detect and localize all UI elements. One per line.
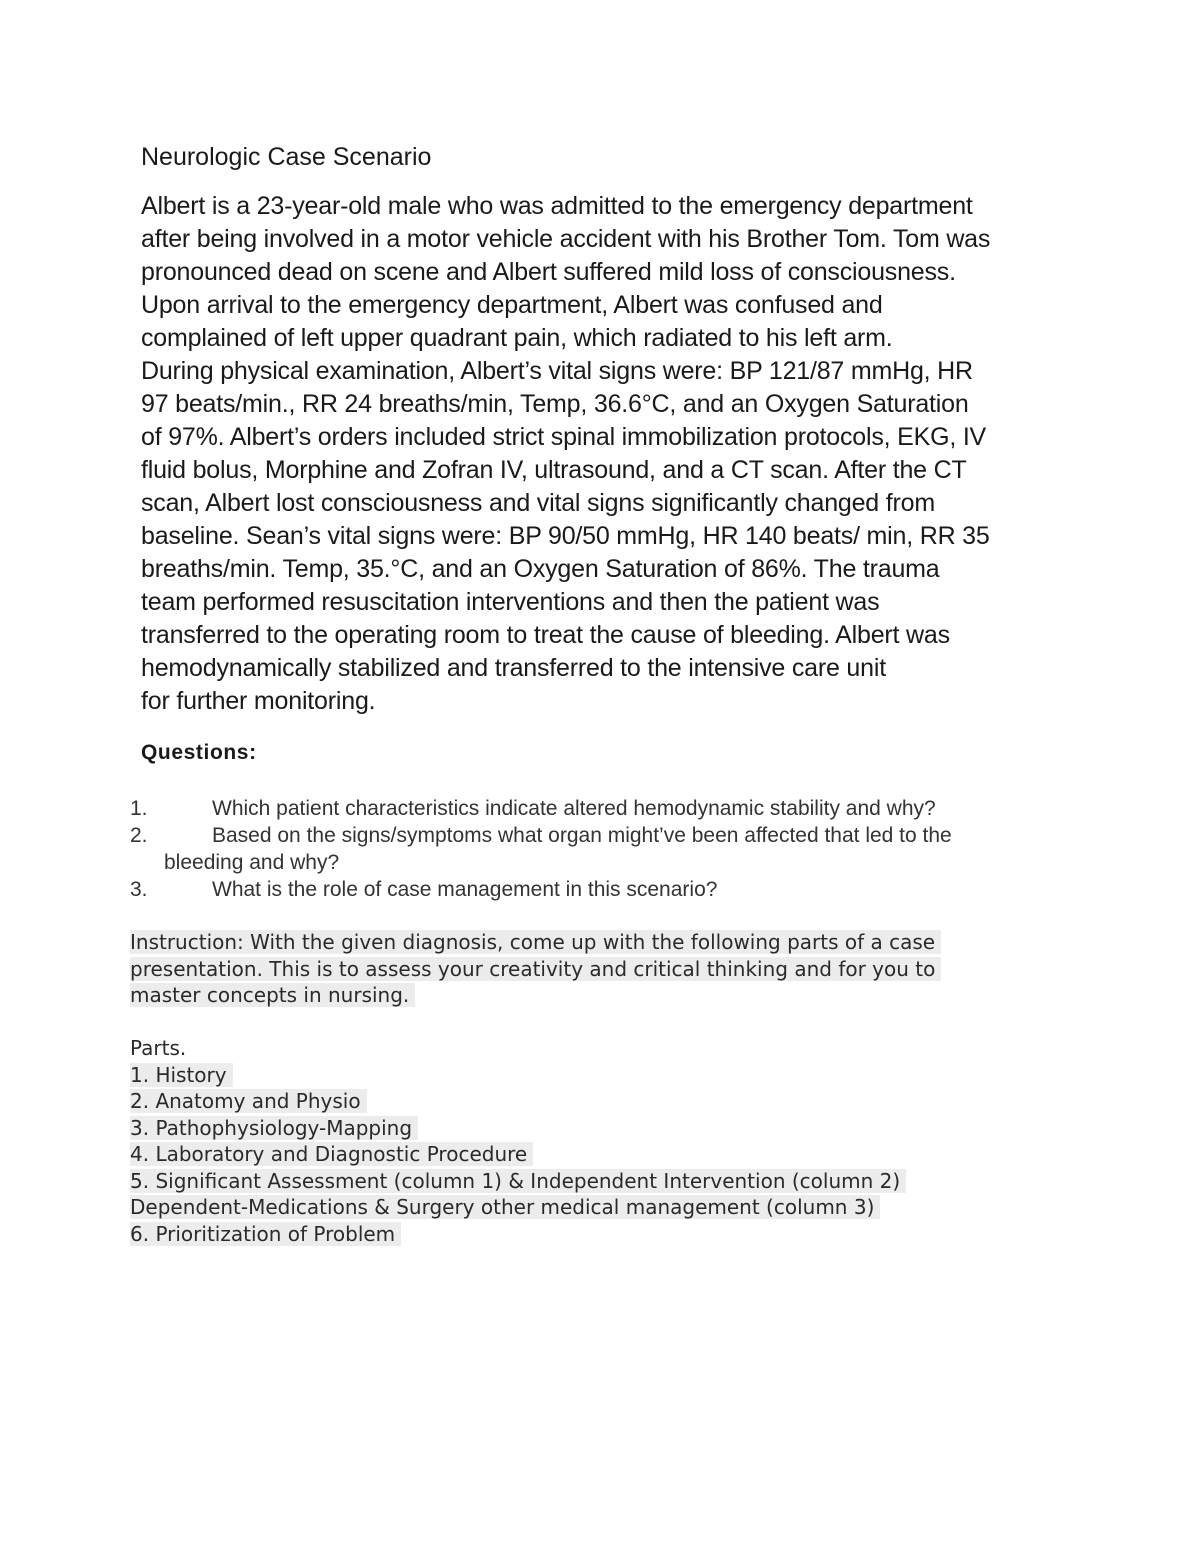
question-continuation: bleeding and why?	[164, 851, 340, 874]
question-number: 1.	[130, 797, 148, 820]
questions-list	[130, 795, 1090, 903]
parts-item: 3. Pathophysiology-Mapping	[130, 1116, 418, 1140]
narrative-line: Albert is a 23-year-old male who was admitted to the emergency department	[141, 192, 973, 220]
narrative-line: hemodynamically stabilized and transferred to the intensive care unit	[141, 654, 886, 682]
questions-heading: Questions:	[141, 741, 257, 764]
narrative-line: for further monitoring.	[141, 687, 376, 715]
question-number: 2.	[130, 824, 148, 847]
narrative-line: During physical examination, Albert’s vital signs were: BP 121/87 mmHg, HR	[141, 357, 973, 385]
parts-heading: Parts.	[130, 1036, 187, 1060]
question-number: 3.	[130, 878, 148, 901]
parts-item: 2. Anatomy and Physio	[130, 1089, 367, 1113]
narrative-line: Upon arrival to the emergency department, Albert was confused and	[141, 291, 883, 319]
question-item	[130, 822, 1090, 849]
question-item	[130, 795, 1090, 822]
narrative-line: pronounced dead on scene and Albert suffered mild loss of consciousness.	[141, 258, 956, 286]
instruction-line: presentation. This is to assess your creativity and critical thinking and for you to	[130, 957, 941, 981]
instruction-block	[130, 929, 941, 1009]
narrative-line: transferred to the operating room to treat the cause of bleeding. Albert was	[141, 621, 950, 649]
narrative-line: 97 beats/min., RR 24 breaths/min, Temp, 36.6°C, and an Oxygen Saturation	[141, 390, 969, 418]
instruction-line: Instruction: With the given diagnosis, come up with the following parts of a case	[130, 930, 941, 954]
narrative-line: team performed resuscitation interventions and then the patient was	[141, 588, 880, 616]
narrative-line: after being involved in a motor vehicle accident with his Brother Tom. Tom was	[141, 225, 991, 253]
case-narrative	[141, 190, 1101, 718]
narrative-line: of 97%. Albert’s orders included strict spinal immobilization protocols, EKG, IV	[141, 423, 987, 451]
parts-item: 5. Significant Assessment (column 1) & Independent Intervention (column 2)	[130, 1169, 906, 1193]
parts-block	[130, 1035, 906, 1247]
question-text: Which patient characteristics indicate altered hemodynamic stability and why?	[212, 797, 936, 820]
narrative-line: baseline. Sean’s vital signs were: BP 90/50 mmHg, HR 140 beats/ min, RR 35	[141, 522, 990, 550]
question-item	[130, 876, 1090, 903]
question-text: What is the role of case management in this scenario?	[212, 878, 718, 901]
question-text: Based on the signs/symptoms what organ might’ve been affected that led to the	[212, 824, 952, 847]
narrative-line: fluid bolus, Morphine and Zofran IV, ultrasound, and a CT scan. After the CT	[141, 456, 967, 484]
parts-item: 6. Prioritization of Problem	[130, 1222, 401, 1246]
parts-item: Dependent-Medications & Surgery other medical management (column 3)	[130, 1195, 880, 1219]
narrative-line: scan, Albert lost consciousness and vital signs significantly changed from	[141, 489, 935, 517]
instruction-line: master concepts in nursing.	[130, 983, 415, 1007]
narrative-line: complained of left upper quadrant pain, which radiated to his left arm.	[141, 324, 893, 352]
parts-item: 1. History	[130, 1063, 233, 1087]
parts-item: 4. Laboratory and Diagnostic Procedure	[130, 1142, 533, 1166]
narrative-line: breaths/min. Temp, 35.°C, and an Oxygen Saturation of 86%. The trauma	[141, 555, 940, 583]
document-title: Neurologic Case Scenario	[141, 143, 432, 171]
